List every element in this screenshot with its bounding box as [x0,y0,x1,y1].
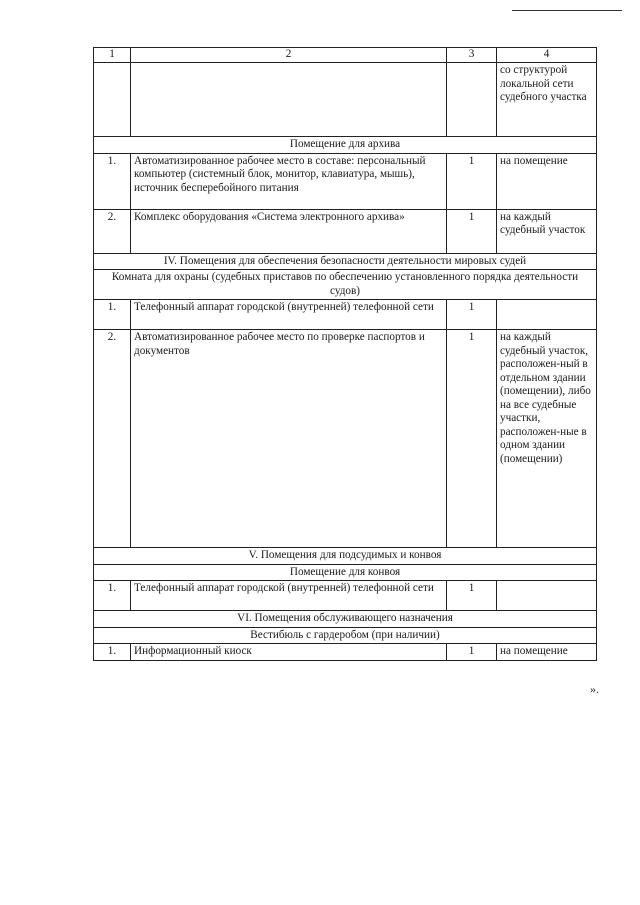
section-title: IV. Помещения для обеспечения безопасности деятельности мировых судей [94,253,597,270]
closing-quote-mark: ». [590,682,599,696]
column-number-row [94,48,597,63]
item-name: Телефонный аппарат городской (внутренней) телефонной сети [131,300,447,330]
row-number: 1. [94,300,131,330]
col-1-header: 1 [94,48,131,63]
item-name: Информационный киоск [131,644,447,661]
note-cell: на помещение [497,153,597,209]
quantity: 1 [447,330,497,548]
quantity: 1 [447,153,497,209]
item-name: Автоматизированное рабочее место в составе: персональный компьютер (системный блок, монитор, клавиатура, мышь), источник бесперебойного питания [131,153,447,209]
section-title: VI. Помещения обслуживающего назначения [94,611,597,628]
note-cell: на каждый судебный участок [497,209,597,253]
table-row [94,330,597,548]
section-subtitle: Помещение для архива [94,137,597,154]
row-number: 2. [94,209,131,253]
col-2-header: 2 [131,48,447,63]
row-number: 1. [94,581,131,611]
note-cell: на каждый судебный участок, расположен-ный в отдельном здании (помещении), либо на все судебные участки, расположен-ные в одном здании (помещении) [497,330,597,548]
table-row [94,300,597,330]
section-title: V. Помещения для подсудимых и конвоя [94,548,597,565]
table-row [94,209,597,253]
row-number: 1. [94,644,131,661]
item-name: Телефонный аппарат городской (внутренней) телефонной сети [131,581,447,611]
section-subtitle: Комната для охраны (судебных приставов по обеспечению установленного порядка деятельности судов) [94,270,597,300]
note-cell: на помещение [497,644,597,661]
item-name: Автоматизированное рабочее место по проверке паспортов и документов [131,330,447,548]
table-row [94,644,597,661]
table-row [94,153,597,209]
section-subtitle: Вестибюль с гардеробом (при наличии) [94,627,597,644]
table-row [94,581,597,611]
col-4-header: 4 [497,48,597,63]
section-subtitle: Помещение для конвоя [94,564,597,581]
note-cell: со структурой локальной сети судебного участка [497,63,597,137]
table-row [94,63,597,137]
col-3-header: 3 [447,48,497,63]
equipment-table [93,47,597,661]
quantity: 1 [447,300,497,330]
row-number: 2. [94,330,131,548]
item-name: Комплекс оборудования «Система электронного архива» [131,209,447,253]
row-number: 1. [94,153,131,209]
top-rule [512,10,622,11]
quantity: 1 [447,581,497,611]
quantity: 1 [447,644,497,661]
quantity: 1 [447,209,497,253]
